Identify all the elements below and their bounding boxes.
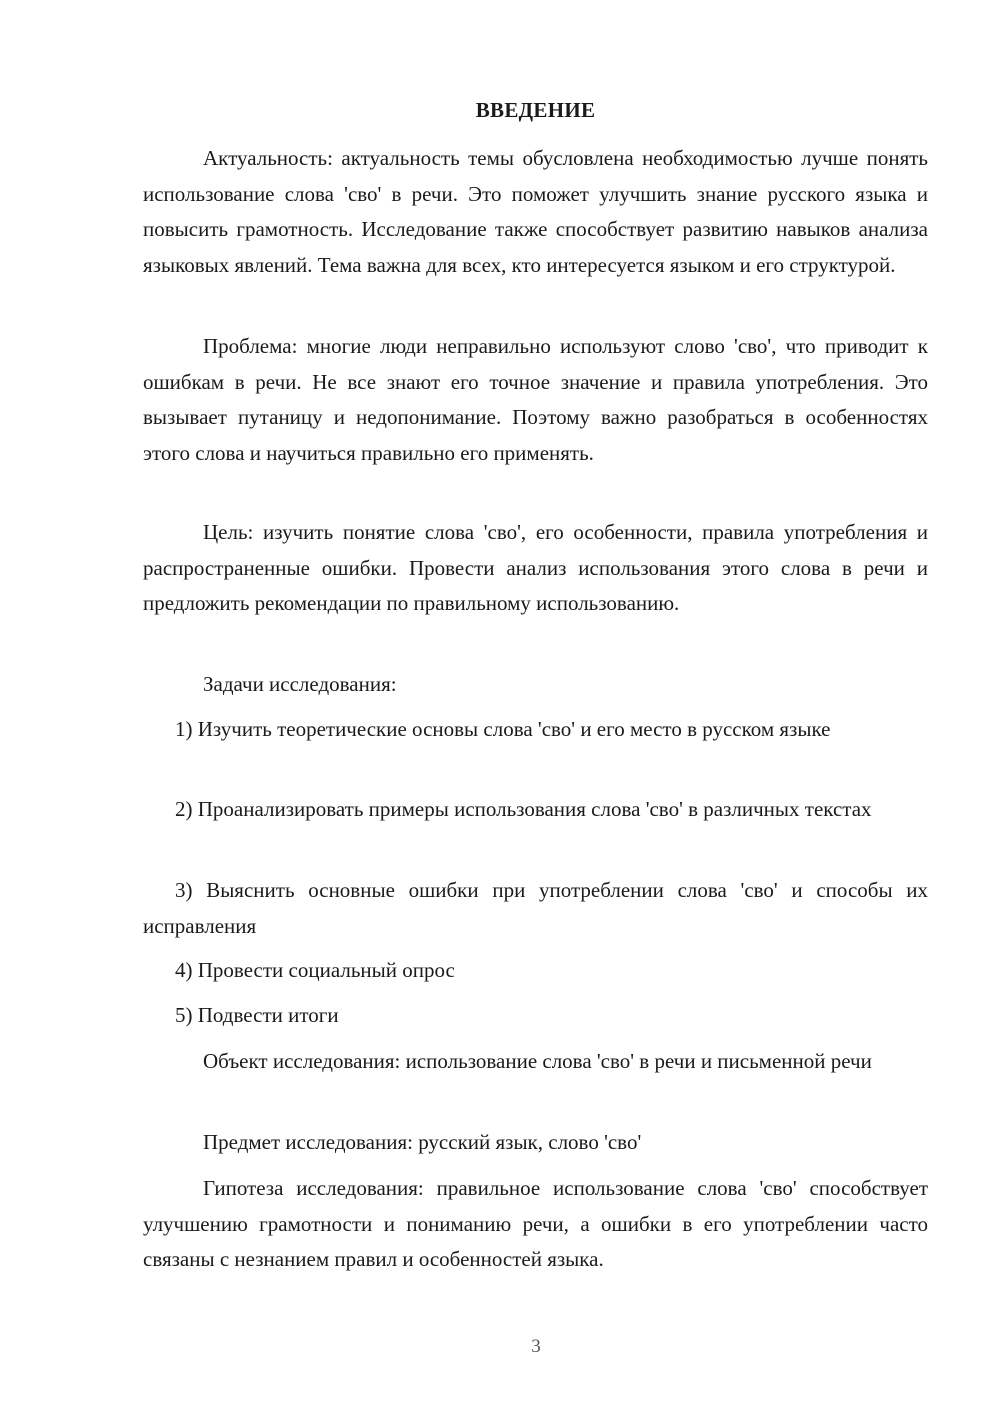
page-title: ВВЕДЕНИЕ [475, 98, 596, 122]
task-item: 1) Изучить теоретические основы слова 'сво' и его место в русском языке [175, 717, 831, 741]
relevance-paragraph: Актуальность: актуальность темы обусловлена необходимостью лучше понять использование слова 'сво' в речи. Это поможет улучшить знание русского языка и повысить грамотность. Исследование также способствует развитию навыков анализа языковых явлений. Тема важна для всех, кто интересуется языком и его структурой. [143, 146, 928, 277]
problem-paragraph: Проблема: многие люди неправильно используют слово 'сво', что приводит к ошибкам в речи. Не все знают его точное значение и правила употребления. Это вызывает путаницу и недопонимание. Поэтому важно разобраться в особенностях этого слова и научиться правильно его применять. [143, 334, 928, 465]
task-item: 2) Проанализировать примеры использования слова 'сво' в различных текстах [175, 797, 872, 821]
object-paragraph: Объект исследования: использование слова 'сво' в речи и письменной речи [203, 1049, 872, 1073]
goal-paragraph: Цель: изучить понятие слова 'сво', его особенности, правила употребления и распространенные ошибки. Провести анализ использования этого слова в речи и предложить рекомендации по правильному использованию. [143, 520, 928, 615]
page-number: 3 [531, 1336, 541, 1357]
hypothesis-paragraph: Гипотеза исследования: правильное использование слова 'сво' способствует улучшению грамотности и пониманию речи, а ошибки в его употреблении часто связаны с незнанием правил и особенностей языка. [143, 1176, 928, 1271]
subject-paragraph: Предмет исследования: русский язык, слово 'сво' [203, 1130, 642, 1154]
task-item: 5) Подвести итоги [175, 1003, 339, 1027]
task-item: 3) Выяснить основные ошибки при употреблении слова 'сво' и способы их исправления [143, 878, 928, 938]
tasks-heading: Задачи исследования: [203, 672, 397, 696]
task-item: 4) Провести социальный опрос [175, 958, 455, 982]
